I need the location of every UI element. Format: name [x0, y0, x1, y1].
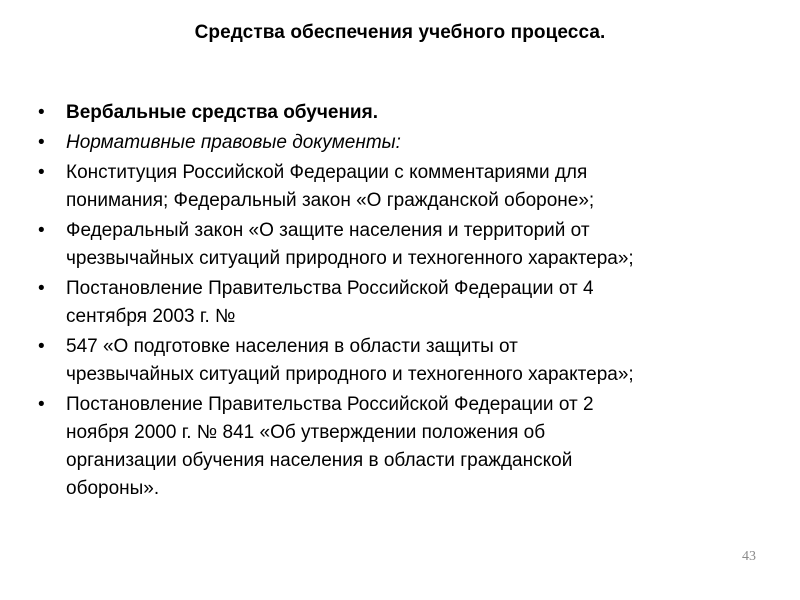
list-item-text: Нормативные правовые документы: — [66, 132, 401, 153]
list-item — [38, 129, 738, 157]
list-item-text: 547 «О подготовке населения в области защиты от чрезвычайных ситуаций природного и техногенного характера»; — [66, 336, 634, 385]
list-item-text: Постановление Правительства Российской Федерации от 2 ноября 2000 г. № 841 «Об утверждении положения об организации обучения населения в области гражданской обороны». — [66, 394, 594, 499]
bullet-list — [38, 99, 738, 505]
bullet-icon: • — [38, 278, 45, 299]
bullet-icon: • — [38, 102, 45, 123]
page-number: 43 — [742, 549, 756, 564]
bullet-icon: • — [38, 394, 45, 415]
list-item-text: Конституция Российской Федерации с комментариями для понимания; Федеральный закон «О гражданской обороне»; — [66, 162, 595, 211]
bullet-icon: • — [38, 220, 45, 241]
list-item-text: Постановление Правительства Российской Федерации от 4 сентября 2003 г. № — [66, 278, 594, 327]
list-item — [38, 217, 738, 273]
list-item-text: Вербальные средства обучения. — [66, 102, 378, 123]
bullet-icon: • — [38, 336, 45, 357]
list-item — [38, 99, 738, 127]
list-item — [38, 275, 738, 331]
slide-title: Средства обеспечения учебного процесса. — [194, 22, 606, 43]
list-item — [38, 159, 738, 215]
list-item — [38, 391, 738, 503]
bullet-icon: • — [38, 132, 45, 153]
bullet-icon: • — [38, 162, 45, 183]
list-item-text: Федеральный закон «О защите населения и территорий от чрезвычайных ситуаций природного и техногенного характера»; — [66, 220, 634, 269]
list-item — [38, 333, 738, 389]
